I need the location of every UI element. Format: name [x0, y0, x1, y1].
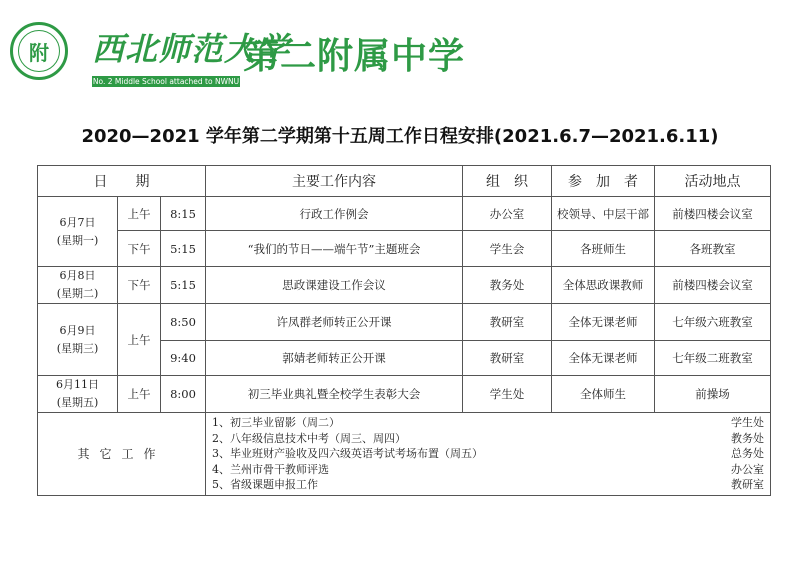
table-header-row [38, 166, 771, 197]
table-row [38, 304, 771, 341]
header-location: 活动地点 [655, 166, 771, 197]
date-cell [38, 376, 118, 413]
header-date: 日 期 [38, 166, 206, 197]
table-row [38, 376, 771, 413]
participants-cell: 全体师生 [552, 376, 655, 413]
period-cell: 上午 [118, 376, 161, 413]
location-cell: 各班教室 [655, 231, 771, 267]
participants-cell: 全体无课老师 [552, 341, 655, 376]
other-work-list [206, 413, 771, 496]
org-cell: 教研室 [463, 341, 552, 376]
time-cell: 9:40 [161, 341, 206, 376]
participants-cell: 全体无课老师 [552, 304, 655, 341]
school-header [10, 20, 610, 86]
location-cell: 前操场 [655, 376, 771, 413]
period-cell: 上午 [118, 304, 161, 376]
participants-cell: 全体思政课教师 [552, 267, 655, 304]
document-title: 2020—2021 学年第二学期第十五周工作日程安排(2021.6.7—2021.6.11) [81, 126, 719, 147]
header-participants: 参 加 者 [552, 166, 655, 197]
org-cell: 教务处 [463, 267, 552, 304]
schedule-table [37, 165, 771, 496]
list-item [212, 431, 764, 447]
other-item-text: 5、省级课题申报工作 [212, 478, 318, 491]
other-item-text: 1、初三毕业留影（周二） [212, 416, 340, 429]
date-text: 6月7日 [59, 215, 96, 229]
table-row [38, 267, 771, 304]
other-item-org: 教研室 [731, 478, 764, 491]
other-item-text: 4、兰州市骨干教师评选 [212, 462, 329, 476]
other-item-org: 教务处 [731, 431, 764, 445]
date-text: 6月8日 [59, 269, 96, 282]
period-cell: 下午 [118, 231, 161, 267]
period-cell: 下午 [118, 267, 161, 304]
date-cell [38, 267, 118, 304]
other-item-org: 办公室 [731, 462, 764, 476]
other-work-row [38, 413, 771, 496]
org-cell: 学生处 [463, 376, 552, 413]
table-row [38, 197, 771, 231]
list-item [212, 415, 764, 431]
content-cell: 初三毕业典礼暨全校学生表彰大会 [206, 376, 463, 413]
other-item-text: 3、毕业班财产验收及四六级英语考试考场布置（周五） [212, 447, 483, 460]
list-item [212, 446, 764, 462]
participants-cell: 各班师生 [552, 231, 655, 267]
weekday-text: (星期二) [56, 287, 99, 300]
other-item-org: 学生处 [731, 416, 764, 429]
list-item [212, 462, 764, 478]
content-cell: 思政课建设工作会议 [206, 267, 463, 304]
weekday-text: (星期三) [56, 341, 99, 355]
date-text: 6月9日 [59, 323, 96, 337]
weekday-text: (星期五) [56, 396, 99, 409]
weekday-text: (星期一) [56, 233, 99, 247]
university-name-calligraphy: 西北师范大学 [92, 30, 291, 68]
location-cell: 七年级二班教室 [655, 341, 771, 376]
time-cell: 8:15 [161, 197, 206, 231]
participants-cell: 校领导、中层干部 [552, 197, 655, 231]
date-cell [38, 304, 118, 376]
period-cell: 上午 [118, 197, 161, 231]
content-cell: 郭婧老师转正公开课 [206, 341, 463, 376]
other-item-text: 2、八年级信息技术中考（周三、周四） [212, 431, 406, 445]
school-name: 第二附属中学 [243, 36, 466, 77]
school-english-name: No. 2 Middle School attached to NWNU [92, 77, 240, 86]
date-text: 6月11日 [56, 378, 99, 391]
header-org: 组 织 [463, 166, 552, 197]
org-cell: 学生会 [463, 231, 552, 267]
seal-emblem-icon: 附 [18, 30, 60, 72]
org-cell: 教研室 [463, 304, 552, 341]
time-cell: 5:15 [161, 231, 206, 267]
header-content: 主要工作内容 [206, 166, 463, 197]
content-cell: 许凤群老师转正公开课 [206, 304, 463, 341]
location-cell: 七年级六班教室 [655, 304, 771, 341]
other-work-label: 其它工作 [38, 413, 206, 496]
content-cell: “我们的节日——端午节”主题班会 [206, 231, 463, 267]
time-cell: 8:50 [161, 304, 206, 341]
school-seal-logo [10, 22, 68, 80]
time-cell: 8:00 [161, 376, 206, 413]
list-item [212, 477, 764, 493]
date-cell [38, 197, 118, 267]
content-cell: 行政工作例会 [206, 197, 463, 231]
org-cell: 办公室 [463, 197, 552, 231]
time-cell: 5:15 [161, 267, 206, 304]
other-item-org: 总务处 [731, 447, 764, 460]
table-row [38, 231, 771, 267]
location-cell: 前楼四楼会议室 [655, 197, 771, 231]
location-cell: 前楼四楼会议室 [655, 267, 771, 304]
